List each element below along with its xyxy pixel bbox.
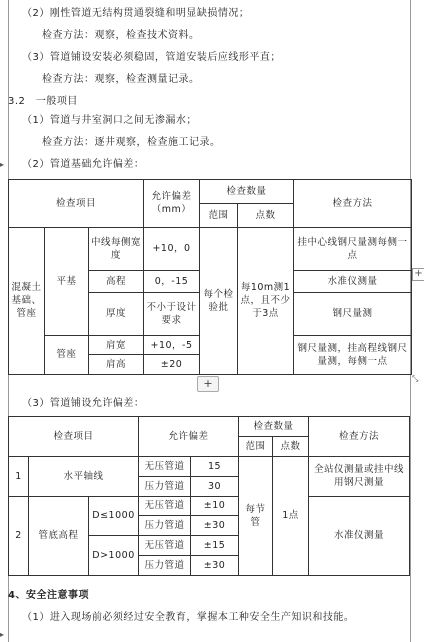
cell-pipe-type: 压力管道: [139, 556, 191, 576]
header-range: 范围: [200, 203, 238, 227]
header-quantity: 检查数量: [239, 417, 309, 437]
cell-value: 30: [191, 476, 239, 496]
text-line: （1）管道与井室洞口之间无渗漏水；: [22, 115, 197, 126]
text-line: 检查方法：逐井观察，检查施工记录。: [42, 137, 221, 148]
cell-pipe-type: 无压管道: [139, 496, 191, 516]
text-line: （1）进入现场前必须经过安全教育，掌握本工种安全生产知识和技能。: [22, 612, 355, 623]
section-heading: 3.2 一般项目: [8, 96, 78, 107]
cell-item: 中线每侧宽度: [89, 227, 144, 270]
header-method: 检查方法: [294, 180, 412, 228]
cell-tolerance: 0，-15: [144, 270, 200, 292]
cell-item: 管底高程: [29, 496, 89, 576]
text-line: （3）管道铺设安装必须稳固，管道安装后应线形平直；: [22, 52, 281, 63]
cell-pipe-type: 压力管道: [139, 516, 191, 536]
cell-value: ±10: [191, 496, 239, 516]
cell-item: 肩高: [89, 355, 144, 375]
cell-value: ±30: [191, 556, 239, 576]
header-item: 检查项目: [9, 180, 144, 228]
cell-item: 高程: [89, 270, 144, 292]
text-line: 检查方法：观察，检查技术资料。: [42, 30, 200, 41]
cell-item: 肩宽: [89, 335, 144, 355]
cell-tolerance: 不小于设计要求: [144, 292, 200, 335]
sub-label-flat: 平基: [45, 227, 89, 335]
header-method: 检查方法: [309, 417, 410, 457]
cell-pipe-type: 无压管道: [139, 456, 191, 476]
cell-tolerance: ±20: [144, 355, 200, 375]
cell-pipe-type: 压力管道: [139, 476, 191, 496]
text-line: （2）管道基础允许偏差：: [22, 159, 145, 170]
cell-value: ±15: [191, 536, 239, 556]
cell-diameter: D≤1000: [89, 496, 139, 536]
resize-handle-icon[interactable]: ⤡: [412, 374, 419, 383]
margin-arrow-icon: ▸: [0, 630, 5, 639]
section-heading: 4、安全注意事项: [8, 590, 89, 601]
cell-points: 1点: [273, 456, 309, 575]
cell-method: 钢尺量测: [294, 292, 412, 335]
cell-value: ±30: [191, 516, 239, 536]
group-label: 混凝土基础、管座: [9, 227, 45, 374]
text-line: 检查方法：观察，检查测量记录。: [42, 74, 200, 85]
header-tolerance: 允许偏差: [139, 417, 239, 457]
cell-item: 水平轴线: [29, 456, 139, 496]
cell-range: 每个检验批: [200, 227, 238, 374]
header-points: 点数: [238, 203, 294, 227]
cell-method: 水准仪测量: [294, 270, 412, 292]
cell-range: 每节管: [239, 456, 273, 575]
text-line: （3）管道铺设允许偏差：: [22, 398, 145, 409]
add-column-button[interactable]: +: [412, 268, 424, 281]
text-line: （2）刚性管道无结构贯通裂缝和明显缺损情况；: [22, 8, 250, 19]
cell-pipe-type: 无压管道: [139, 536, 191, 556]
header-tolerance: 允许偏差（mm）: [144, 180, 200, 228]
cell-method: 挂中心线钢尺量测每侧一点: [294, 227, 412, 270]
laying-tolerance-table: [8, 416, 410, 576]
add-row-button[interactable]: +: [197, 376, 219, 392]
row-number: 2: [9, 496, 29, 576]
cell-points: 每10m测1点，且不少于3点: [238, 227, 294, 374]
header-points: 点数: [273, 436, 309, 456]
cell-method: 全站仪测量或挂中线用钢尺测量: [309, 456, 410, 496]
cell-tolerance: +10，-5: [144, 335, 200, 355]
cell-value: 15: [191, 456, 239, 476]
cell-method: 水准仪测量: [309, 496, 410, 576]
cell-item: 厚度: [89, 292, 144, 335]
header-range: 范围: [239, 436, 273, 456]
header-quantity: 检查数量: [200, 180, 294, 204]
cell-method: 钢尺量测，挂高程线钢尺量测，每侧一点: [294, 335, 412, 374]
sub-label-seat: 管座: [45, 335, 89, 374]
header-item: 检查项目: [9, 417, 139, 457]
row-number: 1: [9, 456, 29, 496]
foundation-tolerance-table: [8, 179, 412, 375]
margin-arrow-icon: ▸: [0, 160, 5, 169]
cell-diameter: D>1000: [89, 536, 139, 576]
cell-tolerance: +10，0: [144, 227, 200, 270]
